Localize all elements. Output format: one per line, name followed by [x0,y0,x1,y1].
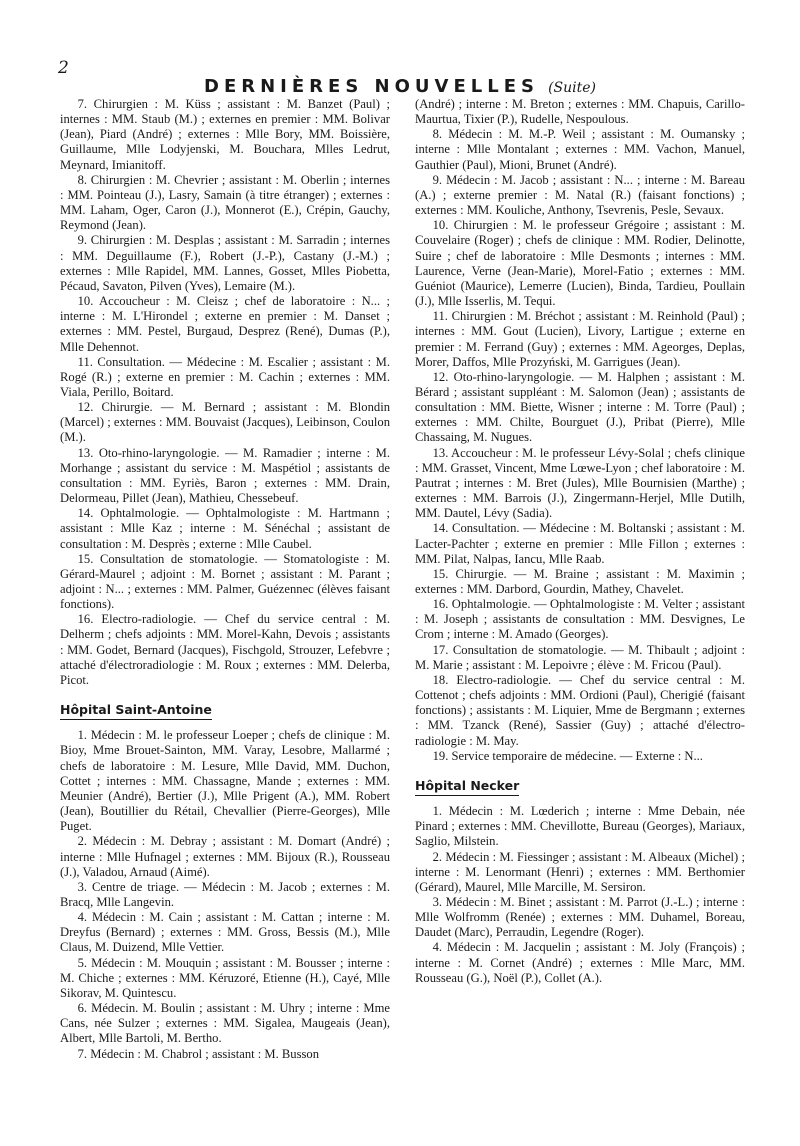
running-head-title: DERNIÈRES NOUVELLES [204,76,539,97]
paragraph: 18. Electro-radiologie. — Chef du service central : M. Cottenot ; chefs adjoints : MM. Ordioni (Paul), Cherigié (faisant fonctions) ; assistants : M. Liquier, Mme de Bergmann ; externes : MM. Tzanck (René), Sassier (Guy) ; attaché d'électro-radiologie : M. May. [415,672,745,748]
paragraph: 9. Médecin : M. Jacob ; assistant : N... ; interne : M. Bareau (A.) ; externe premier : M. Natal (R.) (faisant fonctions) ; externes : MM. Kouliche, Anthony, Tsevrenis, Pesle, Sevaux. [415,172,745,218]
running-head-suite: (Suite) [548,80,596,96]
paragraph: 6. Médecin. M. Boulin ; assistant : M. Uhry ; interne : Mme Cans, née Sulzer ; externes : MM. Sigalea, Maugeais (Jean), Albert, Mlle Bartoli, M. Bertho. [60,1001,390,1046]
paragraph: 12. Oto-rhino-laryngologie. — M. Halphen ; assistant : M. Bérard ; assistant suppléant : M. Salomon (Jean) ; assistants de consultation : MM. Biette, Wisner ; interne : M. Torre (Paul) ; externes : MM. Chilte, Bourguet (J.), Pribat (Pierre), Mlle Chassaing, M. Nugues. [415,369,745,445]
paragraph: 3. Médecin : M. Binet ; assistant : M. Parrot (J.-L.) ; interne : Mlle Wolfromm (Renée) ; externes : MM. Duhamel, Boreau, Daudet (Marc), Perraudin, Legendre (Roger). [415,894,745,940]
paragraph: 11. Chirurgien : M. Bréchot ; assistant : M. Reinhold (Paul) ; internes : MM. Gout (Lucien), Livory, Lartigue ; externe en premier : M. Ferrand (Guy) ; externes : MM. Ageorges, Deplas, Morer, Daffos, Mlle Prozyński, M. Garrigues (Jean). [415,309,745,369]
paragraph: 2. Médecin : M. Fiessinger ; assistant : M. Albeaux (Michel) ; interne : M. Lenormant (Henri) ; externes : MM. Berthomier (Gérard), Maurel, Mlle Marcille, M. Sersiron. [415,849,745,894]
hospital-title: Hôpital Necker [415,778,519,796]
hospital-title: Hôpital Saint-Antoine [60,702,212,720]
paragraph: 10. Chirurgien : M. le professeur Grégoire ; assistant : M. Couvelaire (Roger) ; chefs de clinique : MM. Rodier, Delinotte, Suire ; chef de laboratoire : Mlle Desmonts ; internes : MM. Laurence, Verne (Jean-Marie), Morel-Fatio ; externes : MM. Guéniot (Maurice), Lemerre (Lucien), Binda, Tardieu, Poullain (J.), Mlle Isserlis, M. Tequi. [415,218,745,309]
hospital-heading [415,778,745,796]
paragraph: 19. Service temporaire de médecine. — Externe : N... [432,748,703,763]
paragraph: 17. Consultation de stomatologie. — M. Thibault ; adjoint : M. Marie ; assistant : M. Lepoivre ; élève : M. Fricou (Paul). [415,642,745,672]
paragraph: 5. Médecin : M. Mouquin ; assistant : M. Bousser ; interne : M. Chiche ; externes : MM. Kéruzoré, Etienne (H.), Cayé, Mlle Sikorav, M. Quintescu. [60,955,390,1000]
paragraph: 3. Centre de triage. — Médecin : M. Jacob ; externes : M. Bracq, Mlle Langevin. [60,879,390,909]
paragraph: 16. Electro-radiologie. — Chef du service central : M. Delherm ; chefs adjoints : MM. Morel-Kahn, Devois ; assistants : MM. Godet, Bernard (Jacques), Fischgold, Strouzer, Lefebvre ; attaché d'électroradiologie : M. Roux ; externes : MM. Delerba, Picot. [60,612,390,687]
paragraph: 8. Médecin : M. M.-P. Weil ; assistant : M. Oumansky ; interne : Mlle Montalant ; externes : MM. Vachon, Manuel, Gauthier (Paul), Mioni, Brunet (André). [415,127,745,172]
paragraph: 4. Médecin : M. Jacquelin ; assistant : M. Joly (François) ; interne : M. Cornet (André) ; externes : Mlle Marc, MM. Rousseau (G.), Noël (P.), Collet (A.). [415,940,745,985]
page-number: 2 [58,58,69,78]
paragraph: 1. Médecin : M. le professeur Loeper ; chefs de clinique : M. Bioy, Mme Brouet-Sainton, MM. Varay, Lesobre, Mallarmé ; chefs de laboratoire : M. Lesure, Mlle David, MM. Duchon, Cottet ; internes : MM. Chassagne, Mande ; externes : MM. Meunier (André), Bertier (J.), Mlle Prigent (A.), MM. Robert (Jean), Boutillier du Rétail, Chevallier (Pierre-Georges), Mlle Puget. [60,728,390,834]
paragraph: 8. Chirurgien : M. Chevrier ; assistant : M. Oberlin ; internes : MM. Pointeau (J.), Lasry, Samain (à titre étranger) ; externes : MM. Laham, Oger, Caron (J.), Monnerot (E.), Crépin, Gauchy, Reymond (Jean). [60,172,390,233]
paragraph: 12. Chirurgie. — M. Bernard ; assistant : M. Blondin (Marcel) ; externes : MM. Bouvaist (Jacques), Leibinson, Coulon (M.). [60,400,390,445]
paragraph: 15. Chirurgie. — M. Braine ; assistant : M. Maximin ; externes : MM. Darbord, Gourdin, Mathey, Chavelet. [415,566,745,596]
paragraph: 2. Médecin : M. Debray ; assistant : M. Domart (André) ; interne : Mlle Hufnagel ; externes : MM. Bijoux (R.), Rousseau (J.), Valadou, Arnaud (Aimé). [60,834,390,879]
paragraph: 7. Chirurgien : M. Küss ; assistant : M. Banzet (Paul) ; internes : MM. Staub (M.) ; externes en premier : MM. Bolivar (Jean), Piard (André) ; externes : Mlle Bory, MM. Boissière, Guillaume, Mlle Lodyjenski, M. Bouchara, Mlles Ledrut, Meynard, Imianitoff. [60,97,390,172]
right-column [415,97,745,986]
paragraph: 13. Oto-rhino-laryngologie. — M. Ramadier ; interne : M. Morhange ; assistant du service : M. Maspétiol ; assistants de consultation : MM. Eyriès, Baron ; externes : MM. Drain, Delormeau, Pillet (Jean), Mathieu, Chessebeuf. [60,445,390,506]
paragraph-continuation: (André) ; interne : M. Breton ; externes : MM. Chapuis, Carillo-Maurtua, Tixier (P.), Rudelle, Nespoulous. [415,97,745,127]
left-column [60,97,390,1062]
paragraph: 4. Médecin : M. Cain ; assistant : M. Cattan ; interne : M. Dreyfus (Bernard) ; externes : MM. Gross, Bessis (M.), Mlle Claus, M. Duizend, Mlle Vettier. [60,910,390,955]
hospital-heading [60,702,390,720]
paragraph: 10. Accoucheur : M. Cleisz ; chef de laboratoire : N... ; interne : M. L'Hirondel ; externe en premier : M. Danset ; externes : MM. Pestel, Burgaud, Desprez (René), Dumas (P.), Mlle Dehennot. [60,294,390,354]
paragraph: 13. Accoucheur : M. le professeur Lévy-Solal ; chefs clinique : MM. Grasset, Vincent, Mme Lœwe-Lyon ; chef laboratoire : M. Pautrat ; internes : M. Bret (Jules), Mlle Bournisien (Marthe) ; externes : MM. Barrois (J.), Zingermann-Herjel, Mlle Dutilh, MM. Dautel, Lévy (Sadia). [415,445,745,521]
paragraph: 11. Consultation. — Médecine : M. Escalier ; assistant : M. Rogé (R.) ; externe en premier : M. Cachin ; externes : MM. Viala, Perillo, Boitard. [60,354,390,399]
paragraph: 15. Consultation de stomatologie. — Stomatologiste : M. Gérard-Maurel ; adjoint : M. Bornet ; assistant : M. Parant ; adjoint : N... ; externes : MM. Palmer, Guézennec (élèves faisant fonctions). [60,551,390,612]
paragraph: 7. Médecin : M. Chabrol ; assistant : M. Busson [77,1046,319,1061]
paragraph: 16. Ophtalmologie. — Ophtalmologiste : M. Velter ; assistant : M. Joseph ; assistants de consultation : MM. Desvignes, Le Crom ; interne : M. Amado (Georges). [415,597,745,642]
paragraph: 14. Consultation. — Médecine : M. Boltanski ; assistant : M. Lacter-Pachter ; externe en premier : Mlle Fillon ; externes : MM. Pilat, Nalpas, Iancu, Mlle Raab. [415,521,745,566]
paragraph: 1. Médecin : M. Lœderich ; interne : Mme Debain, née Pinard ; externes : MM. Chevillotte, Bureau (Georges), Mariaux, Saglio, Milstein. [415,804,745,849]
running-head [0,76,800,97]
paragraph: 14. Ophtalmologie. — Ophtalmologiste : M. Hartmann ; assistant : Mlle Kaz ; interne : M. Sénéchal ; assistant de consultation : M. Desprès ; externe : Mlle Caubel. [60,506,390,551]
paragraph: 9. Chirurgien : M. Desplas ; assistant : M. Sarradin ; internes : MM. Deguillaume (F.), Robert (J.-P.), Castany (J.-M.) ; externes : Mlle Rapidel, MM. Lannes, Gosset, Mlles Piobetta, Pécaud, Savaton, Pilven (Yves), Lemaire (M.). [60,233,390,293]
